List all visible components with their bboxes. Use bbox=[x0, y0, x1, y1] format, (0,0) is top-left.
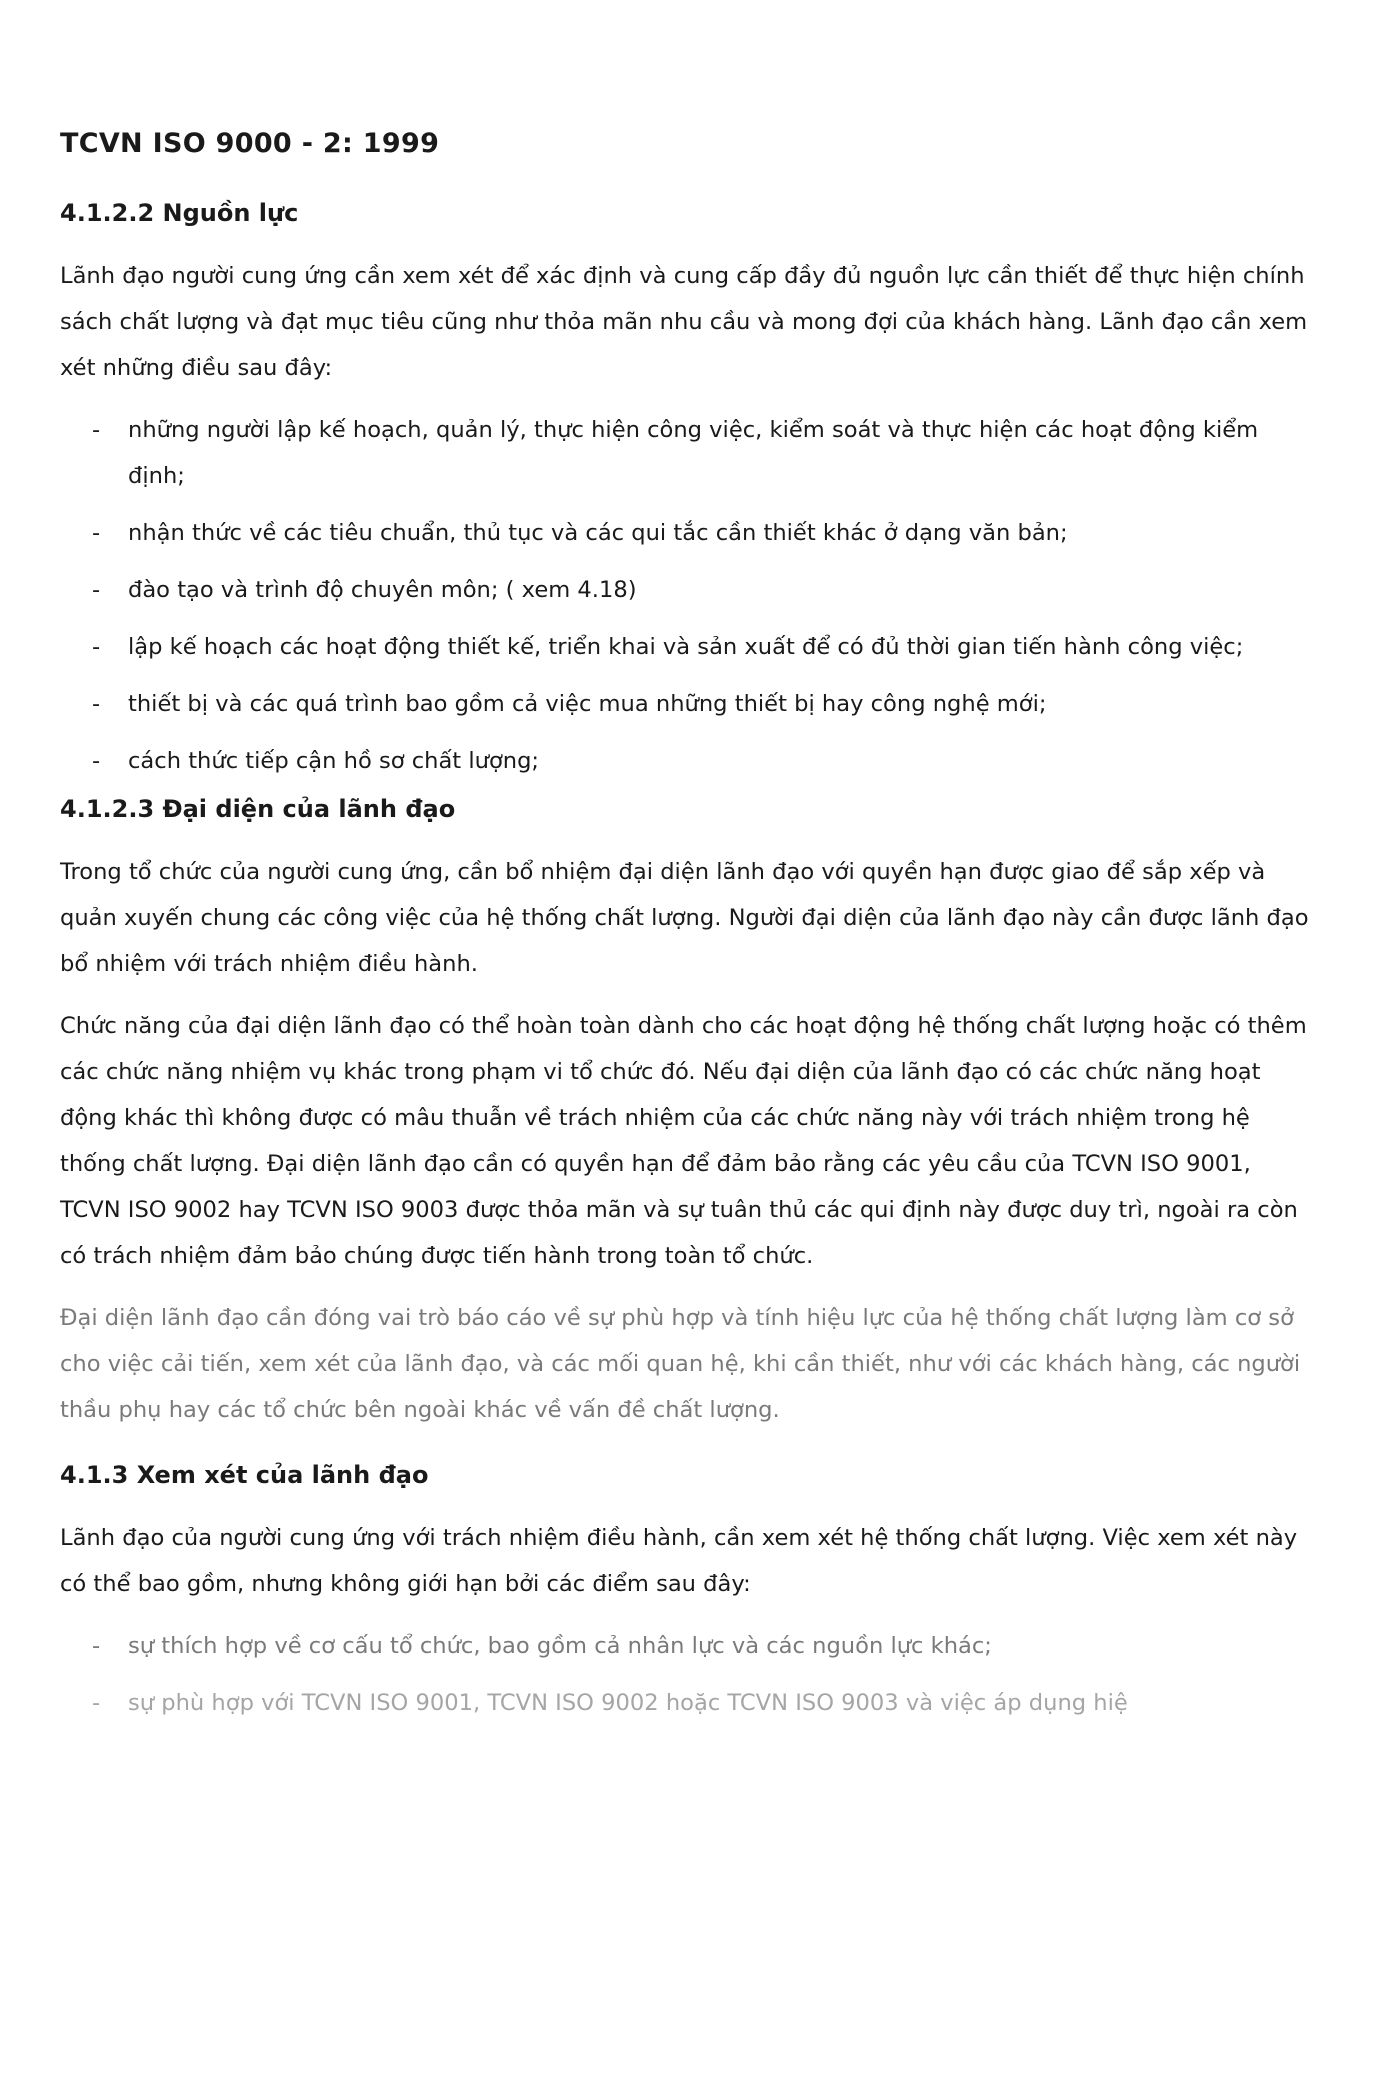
resource-list bbox=[60, 407, 1318, 784]
list-dash: - bbox=[92, 1690, 101, 1716]
list-item: - đào tạo và trình độ chuyên môn; ( xem 4.18) bbox=[60, 567, 1318, 613]
list-item: - sự phù hợp với TCVN ISO 9001, TCVN ISO 9002 hoặc TCVN ISO 9003 và việc áp dụng hiệ bbox=[60, 1680, 1318, 1726]
list-dash: - bbox=[92, 748, 101, 774]
list-item: - sự thích hợp về cơ cấu tổ chức, bao gồm cả nhân lực và các nguồn lực khác; bbox=[60, 1623, 1318, 1669]
section-4-1-2-2-intro: Lãnh đạo người cung ứng cần xem xét để xác định và cung cấp đầy đủ nguồn lực cần thiết để thực hiện chính sách chất lượng và đạt mục tiêu cũng như thỏa mãn nhu cầu và mong đợi của khách hàng. Lãnh đạo cần xem xét những điều sau đây: bbox=[60, 263, 1308, 381]
list-item: - những người lập kế hoạch, quản lý, thực hiện công việc, kiểm soát và thực hiện các hoạt động kiểm định; bbox=[60, 407, 1318, 499]
list-dash: - bbox=[92, 417, 101, 443]
section-heading-4-1-2-2: 4.1.2.2 Nguồn lực bbox=[60, 199, 299, 227]
list-item: - cách thức tiếp cận hồ sơ chất lượng; bbox=[60, 738, 1318, 784]
list-dash: - bbox=[92, 1633, 101, 1659]
list-item: - lập kế hoạch các hoạt động thiết kế, triển khai và sản xuất để có đủ thời gian tiến hành công việc; bbox=[60, 624, 1318, 670]
section-heading-4-1-3: 4.1.3 Xem xét của lãnh đạo bbox=[60, 1461, 429, 1489]
section-4-1-2-3-para-1: Trong tổ chức của người cung ứng, cần bổ nhiệm đại diện lãnh đạo với quyền hạn được giao để sắp xếp và quản xuyến chung các công việc của hệ thống chất lượng. Người đại diện của lãnh đạo này cần được lãnh đạo bổ nhiệm với trách nhiệm điều hành. bbox=[60, 859, 1309, 977]
list-dash: - bbox=[92, 520, 101, 546]
list-dash: - bbox=[92, 691, 101, 717]
standard-reference: TCVN ISO 9000 - 2: 1999 bbox=[60, 128, 440, 159]
section-4-1-3-intro: Lãnh đạo của người cung ứng với trách nhiệm điều hành, cần xem xét hệ thống chất lượng. Việc xem xét này có thể bao gồm, nhưng không giới hạn bởi các điểm sau đây: bbox=[60, 1525, 1298, 1597]
list-dash: - bbox=[92, 634, 101, 660]
list-dash: - bbox=[92, 577, 101, 603]
section-4-1-2-3-para-2: Chức năng của đại diện lãnh đạo có thể hoàn toàn dành cho các hoạt động hệ thống chất lượng hoặc có thêm các chức năng nhiệm vụ khác trong phạm vi tổ chức đó. Nếu đại diện của lãnh đạo có các chức năng hoạt động khác thì không được có mâu thuẫn về trách nhiệm của các chức năng này với trách nhiệm trong hệ thống chất lượng. Đại diện lãnh đạo cần có quyền hạn để đảm bảo rằng các yêu cầu của TCVN ISO 9001, TCVN ISO 9002 hay TCVN ISO 9003 được thỏa mãn và sự tuân thủ các qui định này được duy trì, ngoài ra còn có trách nhiệm đảm bảo chúng được tiến hành trong toàn tổ chức. bbox=[60, 1013, 1307, 1269]
list-item: - thiết bị và các quá trình bao gồm cả việc mua những thiết bị hay công nghệ mới; bbox=[60, 681, 1318, 727]
section-heading-4-1-2-3: 4.1.2.3 Đại diện của lãnh đạo bbox=[60, 795, 456, 823]
section-4-1-2-3-para-3: Đại diện lãnh đạo cần đóng vai trò báo cáo về sự phù hợp và tính hiệu lực của hệ thống chất lượng làm cơ sở cho việc cải tiến, xem xét của lãnh đạo, và các mối quan hệ, khi cần thiết, như với các khách hàng, các người thầu phụ hay các tổ chức bên ngoài khác về vấn đề chất lượng. bbox=[60, 1305, 1301, 1423]
list-item: - nhận thức về các tiêu chuẩn, thủ tục và các qui tắc cần thiết khác ở dạng văn bản; bbox=[60, 510, 1318, 556]
review-list bbox=[60, 1623, 1318, 1726]
